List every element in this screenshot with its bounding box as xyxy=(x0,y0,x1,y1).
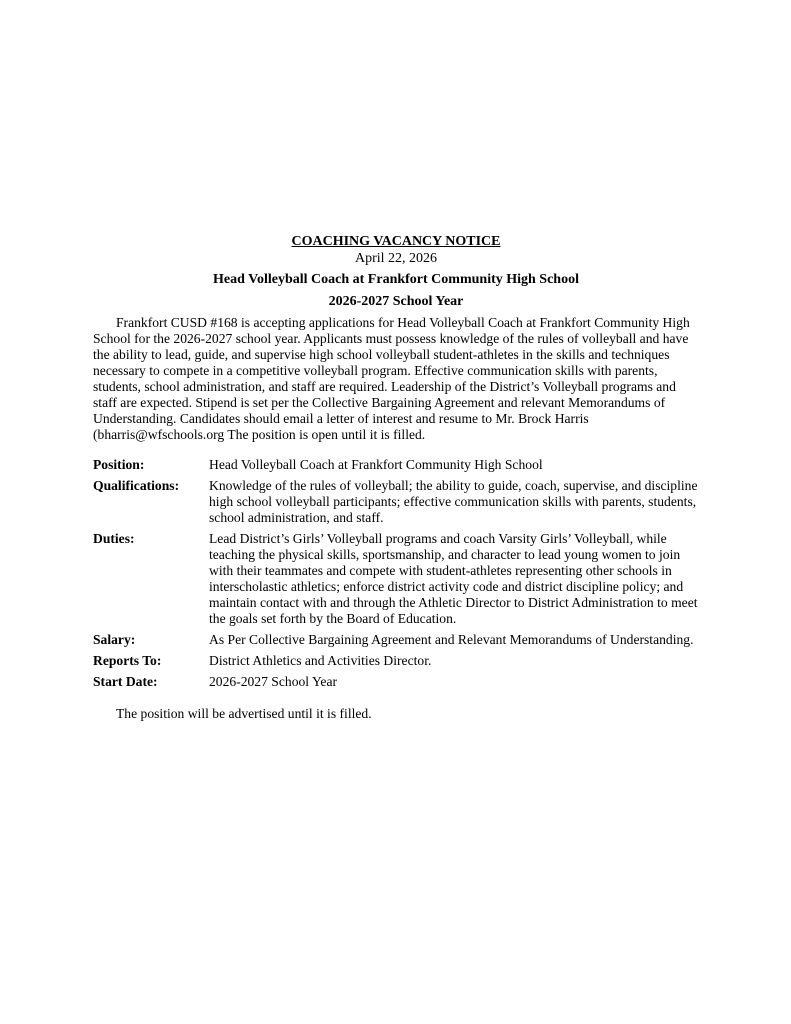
detail-label: Position: xyxy=(93,457,145,472)
position-heading: Head Volleyball Coach at Frankfort Community High School xyxy=(213,272,579,287)
detail-row-qualifications xyxy=(93,478,699,526)
closing-statement: The position will be advertised until it is filled. xyxy=(116,706,372,721)
detail-label: Salary: xyxy=(93,632,136,647)
detail-value: Head Volleyball Coach at Frankfort Community High School xyxy=(209,457,543,472)
details-list xyxy=(93,457,699,690)
detail-value: 2026-2027 School Year xyxy=(209,674,338,689)
detail-row-start-date xyxy=(93,674,699,690)
detail-label: Reports To: xyxy=(93,653,162,668)
detail-value: District Athletics and Activities Director. xyxy=(209,653,432,668)
detail-row-position xyxy=(93,457,699,473)
detail-value: Knowledge of the rules of volleyball; the ability to guide, coach, supervise, and discipline high school volleyball participants; effective communication skills with parents, students, school administration, and staff. xyxy=(209,478,698,525)
detail-label: Qualifications: xyxy=(93,478,180,493)
vacancy-notice-page xyxy=(93,233,699,722)
detail-value: Lead District’s Girls’ Volleyball programs and coach Varsity Girls’ Volleyball, while teaching the physical skills, sportsmanship, and character to lead young women to join with their teammates and compete with student-athletes representing other schools in interscholastic athletics; enforce district activity code and district discipline policy; and maintain contact with and through the Athletic Director to District Administration to meet the goals set forth by the Board of Education. xyxy=(209,531,698,626)
detail-row-reports-to xyxy=(93,653,699,669)
notice-title: COACHING VACANCY NOTICE xyxy=(291,234,501,249)
notice-date: April 22, 2026 xyxy=(354,251,438,266)
detail-value: As Per Collective Bargaining Agreement and Relevant Memorandums of Understanding. xyxy=(209,632,694,647)
detail-label: Start Date: xyxy=(93,674,158,689)
intro-paragraph: Frankfort CUSD #168 is accepting applications for Head Volleyball Coach at Frankfort Community High School for the 2026-2027 school year. Applicants must possess knowledge of the rules of volleyball and have the ability to lead, guide, and supervise high school volleyball student-athletes in the skills and techniques necessary to compete in a competitive volleyball program. Effective communication skills with parents, students, school administration, and staff are required. Leadership of the District’s Volleyball programs and staff are expected. Stipend is set per the Collective Bargaining Agreement and relevant Memorandums of Understanding. Candidates should email a letter of interest and resume to Mr. Brock Harris (bharris@wfschools.org The position is open until it is filled. xyxy=(93,315,690,442)
detail-row-duties xyxy=(93,531,699,627)
detail-row-salary xyxy=(93,632,699,648)
school-year-heading: 2026-2027 School Year xyxy=(328,294,464,309)
detail-label: Duties: xyxy=(93,531,135,546)
